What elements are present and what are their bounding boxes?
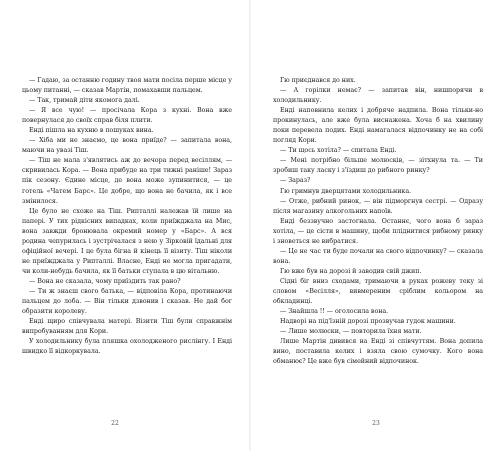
paragraph: — Ти щось хотіла? — спитала Енді. bbox=[280, 147, 397, 155]
paragraph: Енді пішла на кухню в пошуках вина. bbox=[29, 127, 154, 135]
right-page-number: 23 bbox=[372, 420, 380, 427]
paragraph: — Ти ж знаєш свого батька, — відповіла Кора, протинаючи пальцем до лоба. — Він тільки дзвонив і сказав. Не дай бог образити королеву. bbox=[22, 287, 232, 316]
left-page-number: 22 bbox=[111, 420, 119, 427]
paragraph: Сідні біг вниз сходами, тримаючи в руках рожеву теку зі словом «Весілля», вивмереним сріблим кольором на обкладинці. bbox=[273, 277, 483, 306]
paragraph: — Це не час ти буде почали на свого відпочинку? — сказала вона. bbox=[273, 247, 483, 265]
paragraph: — Зараз? bbox=[280, 177, 311, 185]
paragraph: — Я все чую! — просічала Кора з кухні. Вона вже повернулася до своїх справ біля плити. bbox=[22, 107, 232, 125]
paragraph: — Так, тримай діти якомога далі. bbox=[29, 97, 140, 105]
left-page-text bbox=[22, 76, 232, 357]
paragraph: Надворі на під'їзній дорозі прозвучав гудок машини. bbox=[280, 318, 456, 326]
paragraph: — Хіба ми не знаємо, це вона приїде? — запитала вона, маючи на увазі Тіш. bbox=[22, 137, 232, 155]
paragraph: — Отже, рибний ринок, — він підморгнув сестрі. — Одразу після магазину алкогольних напоїв. bbox=[273, 197, 483, 215]
paragraph: — Вона не сказала, чому приїздить так рано? bbox=[29, 277, 181, 285]
paragraph: — А горілки немає? — запитав він, нишпорячи в холодильнику. bbox=[273, 87, 483, 105]
paragraph: Енді наповнила келих і добряче надпила. Вона тільки-но прокинулась, але вже була виснажена. Хоча б на хвилину поки перевела подих. Енді намагалася відпочинку не на собі погляд Кори. bbox=[273, 107, 483, 145]
paragraph: — Знайшла !! — оголосила вона. bbox=[280, 308, 389, 316]
paragraph: Енді беззвучно застогнала. Останнє, чого вона б зараз хотіла, — це сісти в машину, щоби пліднитися рибному ринку і зноветься не вибратися. bbox=[273, 217, 483, 245]
paragraph: Гю гримнув дверцятами холодильника. bbox=[280, 187, 412, 195]
paragraph: — Гадаю, за останню годину твоя мати посіла перше місце у цьому питанні, — сказав Мартін, помахавши пальцем. bbox=[22, 77, 232, 95]
paragraph: У холодильнику була пляшка охолодженого рислінгу. І Енді швидко її відкоркувала. bbox=[22, 338, 232, 356]
paragraph: Енді щиро співчувала матері. Візити Тіш були справжнім випробуванням для Кори. bbox=[22, 318, 232, 336]
paragraph: — Тіш не мала з'являтись аж до вечора перед весіллям, — скривилась Кора. — Вона прибуде на три тижні раніше! Зараз пік сезону. Єдине місце, де вона може зупинитися, — це готель «Чатем Барс». Це добре, що вона не бачила, як і все змінилося. bbox=[22, 157, 232, 205]
paragraph: Це було не схоже на Тіш. Рипталлі належав їй лише на папері. У тих рідкісних випадках, коли приїжджала на Мис, вона завжди бронювала окремий номер у «Барс». А вся родина чепурилась і зустрічалася з нею у Зірковій їдальні для офіційної вечері. І це була бігна й кінець її візиту. Тіш ніколи не приїжджала у Рипталлі. Власне, Енді не могла пригадати, чи коли-небудь бачила, як її батьки ступала в цю вітальню. bbox=[22, 207, 232, 275]
paragraph: Гю приєднався до них. bbox=[280, 77, 356, 84]
paragraph: — Мені потрібно більше молюсків, — зітхнула та. — Ти зробиш таку ласку і з'їздиш до рибного ринку? bbox=[273, 157, 483, 175]
right-page-text bbox=[273, 76, 483, 367]
paragraph: Гю вже був на дорозі й заводив свій джип. bbox=[280, 267, 422, 275]
left-page bbox=[0, 0, 249, 450]
right-page bbox=[251, 0, 500, 450]
paragraph: Лише Мартін дивився на Енді зі співчуттям. Вона допила вино, поставила келих і взяла свою сумочку. Кого вона обманює? Це вже був сімейний відпочинок. bbox=[273, 338, 483, 366]
paragraph: — Лише молюски, — повторила їхня мати. bbox=[280, 328, 422, 336]
